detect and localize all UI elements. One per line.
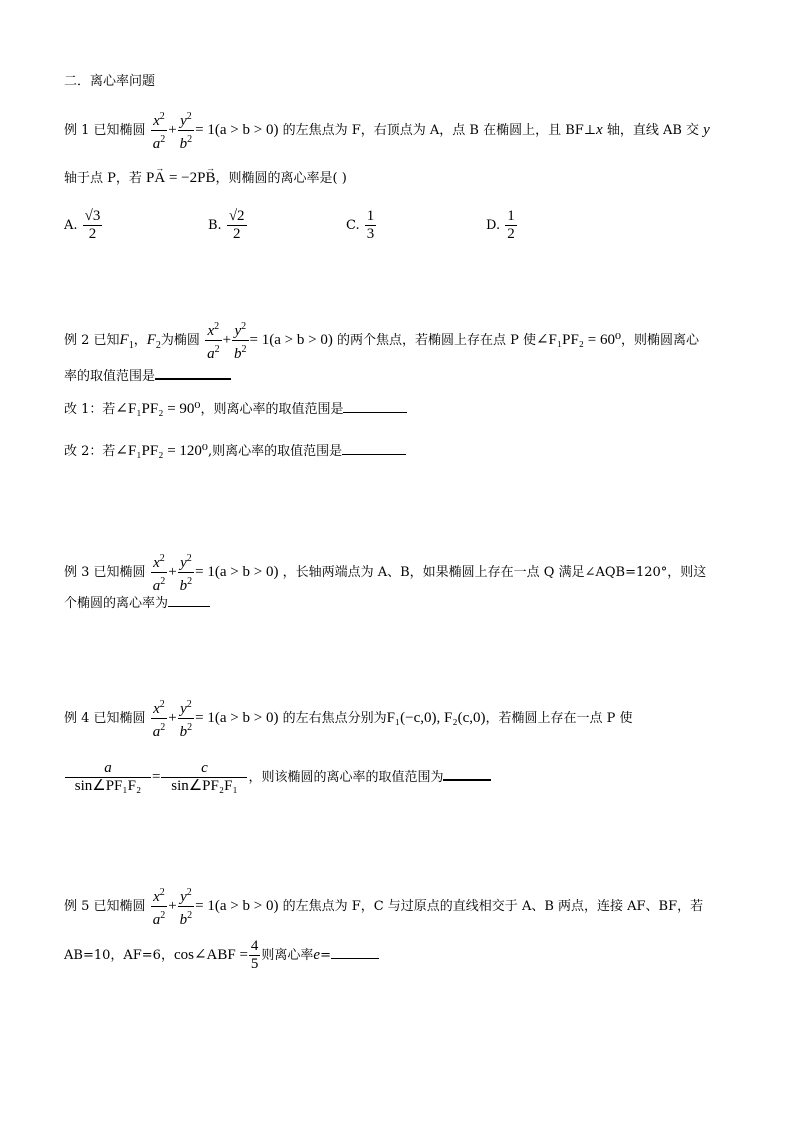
example-1-line-2 — [64, 170, 347, 187]
separator: ， — [133, 333, 147, 348]
variant-2 — [64, 442, 406, 460]
option-a-label: A. — [64, 218, 78, 233]
option-d[interactable] — [486, 208, 518, 243]
option-b-fraction: $\frac{√2}{2}$ — [228, 208, 245, 242]
answer-blank[interactable] — [168, 594, 210, 607]
example-2-line2: 率的取值范围是 — [64, 369, 156, 384]
answer-blank[interactable] — [342, 442, 406, 455]
example-2-mid: 为椭圆 — [160, 333, 200, 348]
var-e: e — [313, 947, 321, 963]
ellipse-fraction-y: $\frac{y^2}{b^2}$ — [178, 884, 195, 929]
example-5-line-2 — [64, 938, 379, 973]
ellipse-condition: = 1(a > b > 0) — [195, 564, 279, 580]
angle-60: ∠F₁PF₂ = 60⁰ — [535, 332, 621, 348]
example-4-tail: ，若椭圆上存在一点 P 使 — [485, 711, 633, 726]
ellipse-fraction-y: $\frac{y^2}{b^2}$ — [178, 696, 195, 741]
fraction-4-5: $\frac{4}{5}$ — [250, 938, 259, 972]
angle-120: ∠F₁PF₂ = 120⁰ — [115, 443, 208, 459]
answer-blank[interactable] — [343, 400, 407, 413]
example-4-line-1: 例 4 已知椭圆 $\frac{x^2}{a^2}$ + $\frac{y^2}{b^2}$ = 1(a > b > 0) 的左右焦点分别为F₁(−c,0), F₂(c,0)，若椭圆上存在一点 P 使 — [64, 696, 633, 741]
option-c-label: C. — [346, 218, 360, 233]
example-2-prefix: 例 2 已知 — [64, 333, 120, 348]
focus-f1: $F_1$ — [119, 332, 134, 351]
ellipse-condition: = 1(a > b > 0) — [195, 122, 279, 138]
answer-blank[interactable] — [155, 366, 231, 380]
example-2-line-1: 例 2 已知$F_1$，$F_2$为椭圆 $\frac{x^2}{a^2}$ + $\frac{y^2}{b^2}$ = 1(a > b > 0) 的两个焦点，若椭圆上存在点 P 使∠F₁PF₂ = 60⁰，则椭圆离心 — [64, 318, 699, 363]
option-d-label: D. — [486, 218, 501, 233]
option-c-fraction: $\frac{1}{3}$ — [366, 208, 375, 242]
option-d-fraction: $\frac{1}{2}$ — [507, 208, 515, 242]
answer-blank[interactable] — [331, 946, 379, 959]
ellipse-fraction-y: $\frac{y^2}{b^2}$ — [178, 108, 195, 153]
angle-90: ∠F₁PF₂ = 90⁰ — [115, 401, 201, 417]
example-5-line2b: 则离心率 — [261, 948, 314, 963]
ellipse-fraction-x: $\frac{x^2}{a^2}$ — [205, 318, 222, 363]
option-a[interactable] — [64, 208, 103, 243]
example-3-text: ，长轴两端点为 A、B，如果椭圆上存在一点 Q 满足∠AQB=120°，则这 — [282, 565, 707, 580]
example-2-text: 的两个焦点，若椭圆上存在点 P 使 — [336, 333, 536, 348]
cosine-expression: cos∠ABF = — [173, 947, 248, 963]
example-4-text: 的左右焦点分别为 — [282, 711, 387, 726]
answer-blank[interactable] — [443, 767, 491, 781]
example-3-prefix: 例 3 已知椭圆 — [64, 565, 146, 580]
ellipse-fraction-y: $\frac{y^2}{b^2}$ — [232, 318, 249, 363]
focus-f2: $F_2$ — [146, 332, 161, 351]
fraction-a-over-sin: $\frac{a}{\text{sin∠PF₁F₂}}$ — [65, 760, 151, 795]
example-3-line2: 个椭圆的离心率为 — [64, 596, 169, 611]
example-5-line2a: AB=10，AF=6， — [64, 948, 174, 963]
variant-1-tail: ，则离心率的取值范围是 — [200, 402, 344, 417]
foci-coordinates: F₁(−c,0), F₂(c,0) — [386, 710, 486, 726]
var-y: y — [703, 122, 710, 138]
equals-sign: = — [152, 769, 161, 785]
example-1-mid: 轴，直线 AB 交 — [602, 123, 700, 138]
variant-1 — [64, 400, 407, 418]
ellipse-fraction-x: $\frac{x^2}{a^2}$ — [151, 696, 168, 741]
option-a-fraction: $\frac{√3}{2}$ — [84, 208, 101, 242]
example-4-line2: ，则该椭圆的离心率的取值范围为 — [248, 770, 444, 785]
example-5-prefix: 例 5 已知椭圆 — [64, 899, 146, 914]
vector-equation: P→ A = −2P→ B — [146, 170, 215, 186]
fraction-c-over-sin: $\frac{c}{\text{sin∠PF₂F₁}}$ — [161, 760, 247, 795]
ellipse-condition: = 1(a > b > 0) — [249, 332, 333, 348]
ellipse-fraction-x: $\frac{x^2}{a^2}$ — [151, 550, 168, 595]
section-title: 二．离心率问题 — [64, 74, 156, 89]
var-x: x — [596, 122, 603, 138]
example-5-line-1: 例 5 已知椭圆 $\frac{x^2}{a^2}$ + $\frac{y^2}{b^2}$ = 1(a > b > 0) 的左焦点为 F，C 与过原点的直线相交于 A、B 两点，连接 AF、BF，若 — [64, 884, 703, 929]
example-2-line-2 — [64, 366, 231, 385]
option-c[interactable] — [346, 208, 377, 243]
ellipse-fraction-x: $\frac{x^2}{a^2}$ — [151, 884, 168, 929]
example-3-line-1: 例 3 已知椭圆 $\frac{x^2}{a^2}$ + $\frac{y^2}{b^2}$ = 1(a > b > 0) ，长轴两端点为 A、B，如果椭圆上存在一点 Q 满足∠AQB=120°，则这 — [64, 550, 706, 595]
variant-2-tail: ,则离心率的取值范围是 — [207, 444, 343, 459]
ellipse-condition: = 1(a > b > 0) — [195, 710, 279, 726]
example-1-prefix: 例 1 已知椭圆 — [64, 123, 146, 138]
example-4-line-2 — [64, 760, 491, 795]
ellipse-fraction-y: $\frac{y^2}{b^2}$ — [178, 550, 195, 595]
ellipse-condition: = 1(a > b > 0) — [195, 898, 279, 914]
option-b[interactable] — [208, 208, 248, 243]
example-4-prefix: 例 4 已知椭圆 — [64, 711, 146, 726]
example-3-line-2 — [64, 594, 210, 612]
example-5-text: 的左焦点为 F，C 与过原点的直线相交于 A、B 两点，连接 AF、BF，若 — [282, 899, 704, 914]
variant-2-prefix: 改 2：若 — [64, 444, 116, 459]
ellipse-fraction-x: $\frac{x^2}{a^2}$ — [151, 108, 168, 153]
variant-1-prefix: 改 1：若 — [64, 402, 116, 417]
example-1-line2b: ，则椭圆的离心率是( ) — [215, 171, 347, 186]
example-1-line-1: 例 1 已知椭圆 $\frac{x^2}{a^2}$ + $\frac{y^2}{b^2}$ = 1(a > b > 0) 的左焦点为 F，右顶点为 A，点 B 在椭圆上，且 BF⊥x 轴，直线 AB 交 y — [64, 108, 710, 153]
option-b-label: B. — [208, 218, 222, 233]
example-1-line2a: 轴于点 P，若 — [64, 171, 142, 186]
example-1-text: 的左焦点为 F，右顶点为 A，点 B 在椭圆上，且 BF⊥ — [282, 123, 597, 138]
example-2-tail: ，则椭圆离心 — [621, 333, 700, 348]
equals: = — [320, 948, 331, 963]
